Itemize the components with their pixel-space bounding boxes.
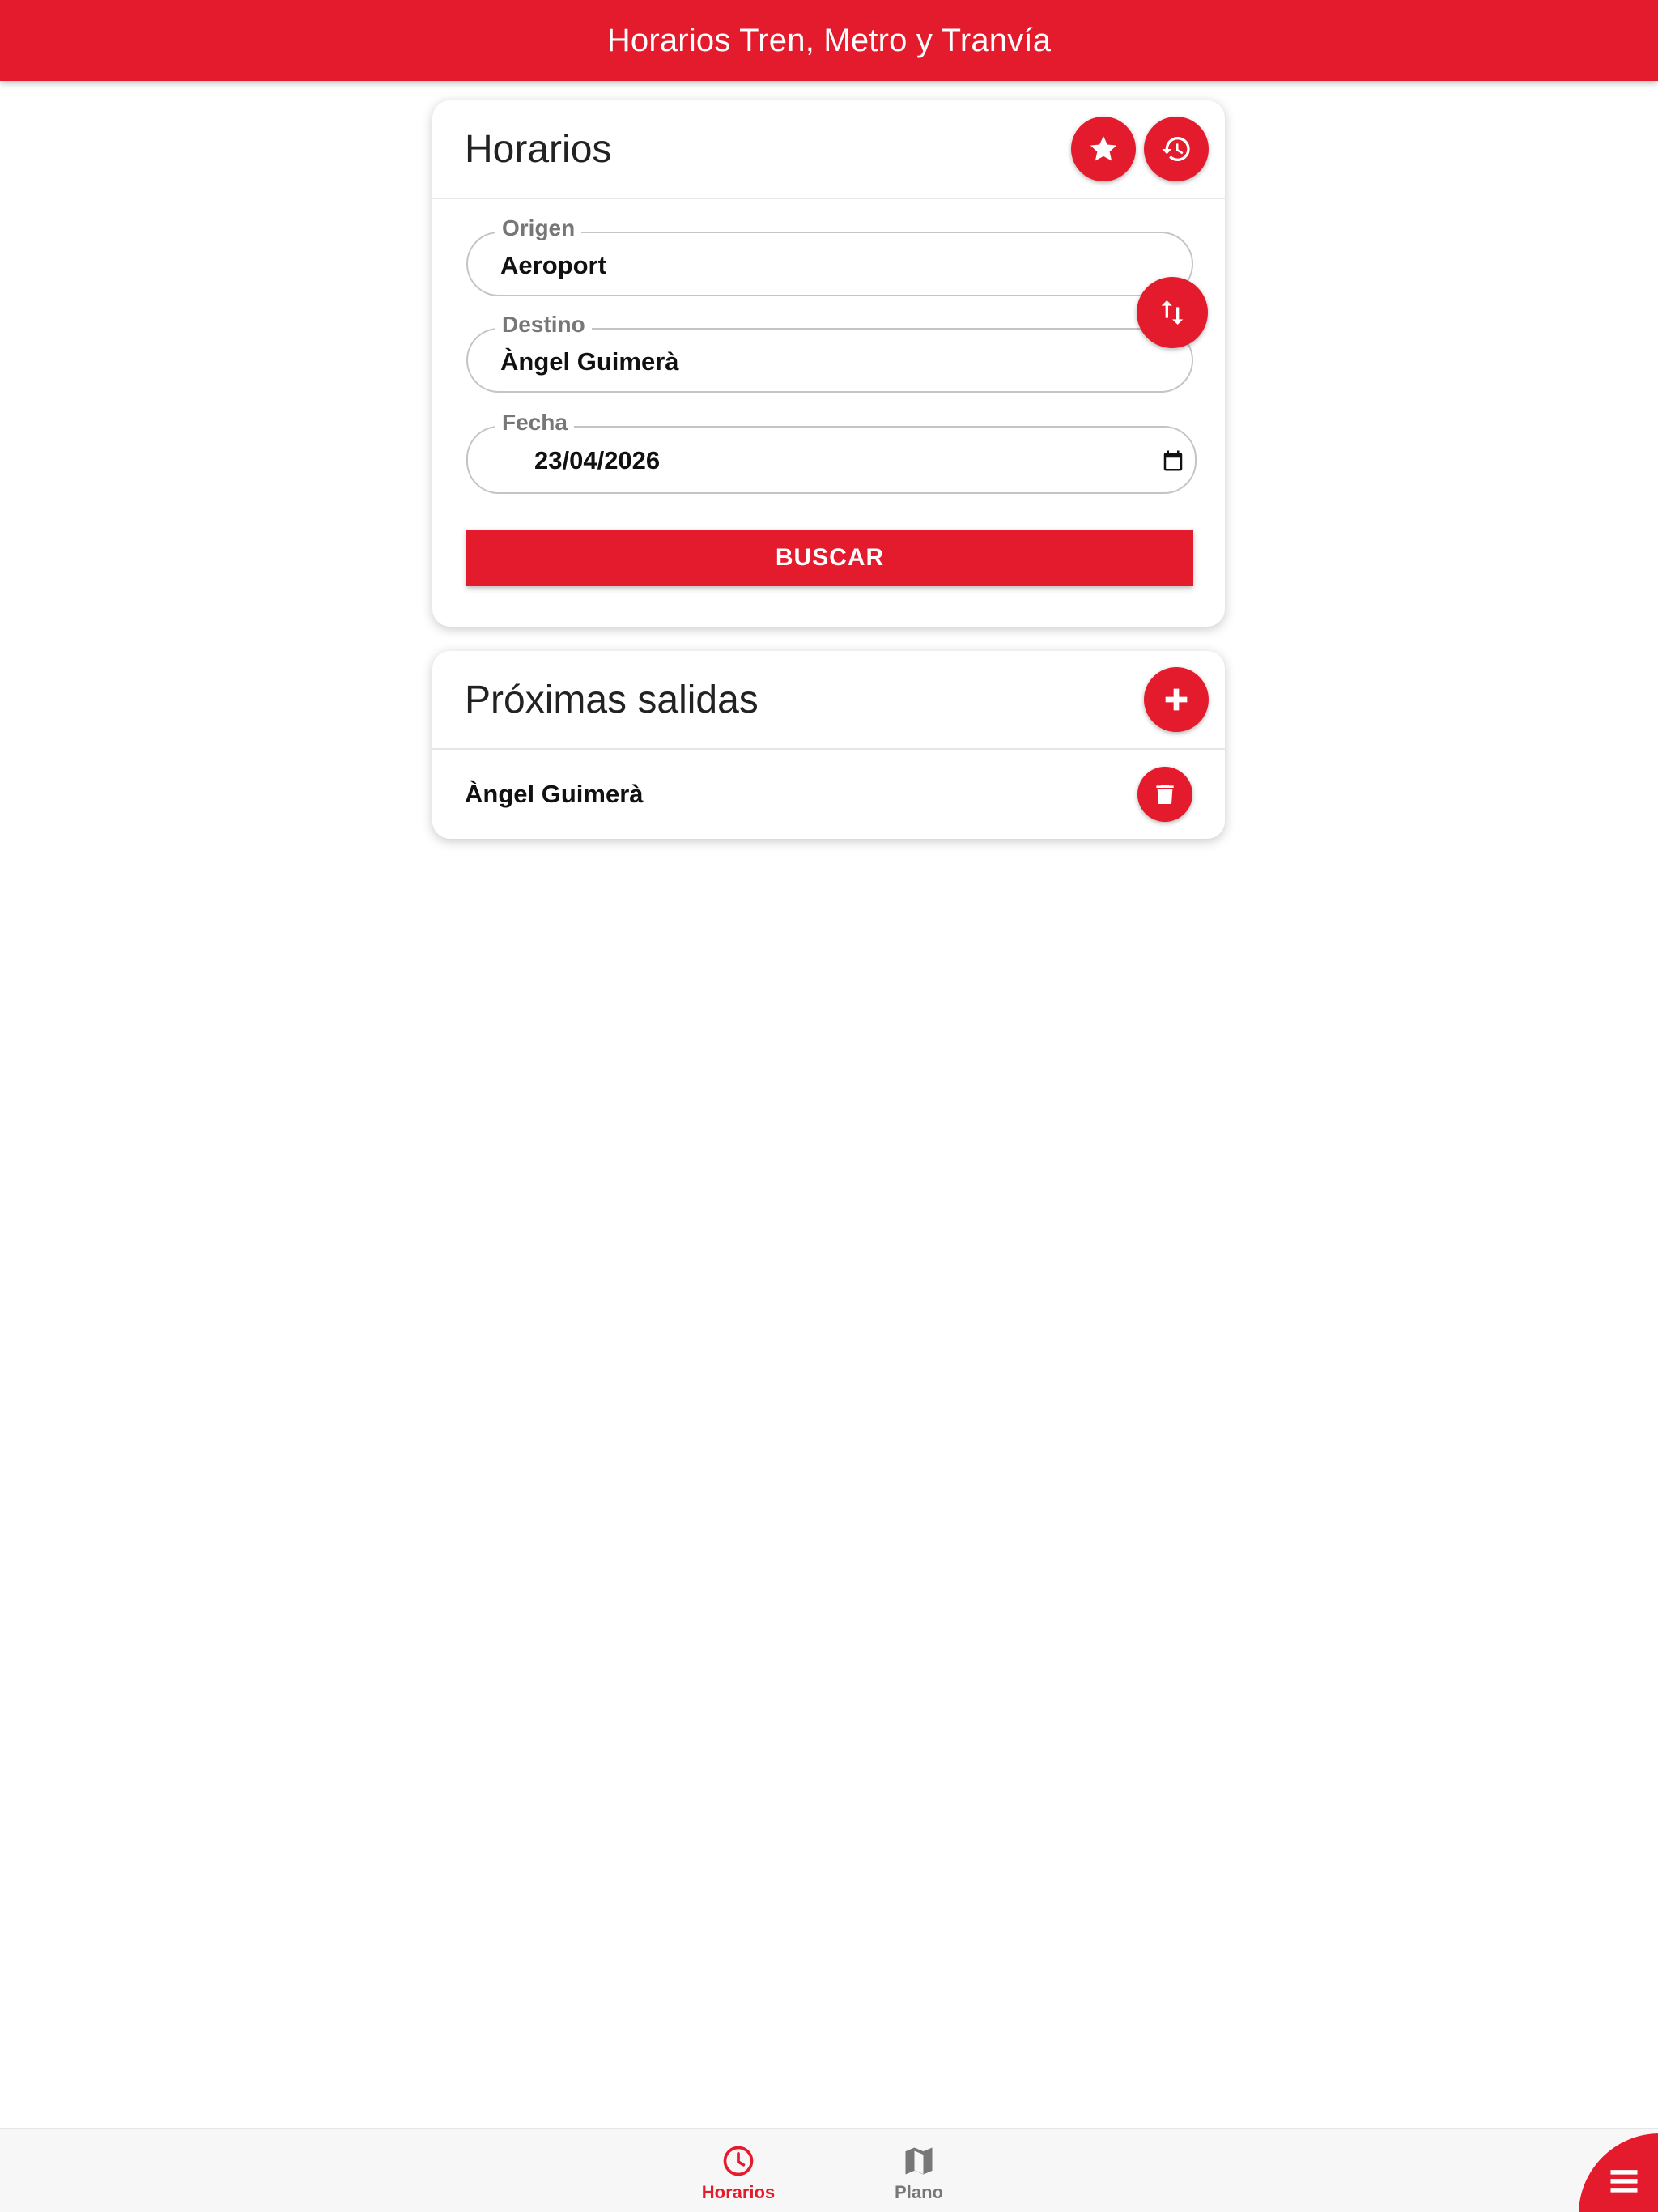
menu-icon	[1606, 2163, 1642, 2198]
map-icon	[901, 2143, 937, 2179]
departure-list-item[interactable]	[432, 750, 1225, 839]
date-label: Fecha	[495, 410, 574, 436]
destination-value: Àngel Guimerà	[500, 347, 679, 376]
horarios-card-header	[432, 100, 1225, 199]
origin-value: Aeroport	[500, 251, 606, 279]
history-button[interactable]	[1144, 117, 1209, 181]
app-header	[0, 0, 1658, 81]
nav-item-plano[interactable]	[854, 2143, 984, 2203]
date-value: 23/04/2026	[534, 446, 661, 474]
history-icon	[1160, 133, 1192, 165]
departures-card-header	[432, 651, 1225, 750]
add-departure-button[interactable]	[1144, 667, 1209, 732]
departure-station-label: Àngel Guimerà	[465, 780, 644, 808]
destination-label: Destino	[495, 312, 592, 338]
star-icon	[1087, 133, 1120, 165]
horarios-actions	[1071, 117, 1209, 181]
origin-label: Origen	[495, 215, 581, 241]
bottom-navigation	[0, 2128, 1658, 2212]
origin-field[interactable]	[466, 215, 1193, 296]
departures-card-title: Próximas salidas	[465, 678, 759, 721]
plus-icon	[1160, 683, 1192, 716]
horarios-card	[432, 100, 1225, 627]
swap-stations-button[interactable]	[1137, 277, 1208, 348]
nav-item-horarios[interactable]	[674, 2143, 803, 2203]
search-button[interactable]: BUSCAR	[466, 530, 1193, 586]
destination-field[interactable]	[466, 312, 1193, 393]
swap-vertical-icon	[1156, 296, 1188, 329]
horarios-card-title: Horarios	[465, 127, 612, 171]
nav-label-horarios: Horarios	[701, 2182, 776, 2202]
nav-label-plano: Plano	[895, 2182, 943, 2202]
departures-card	[432, 651, 1225, 839]
clock-icon	[721, 2143, 756, 2179]
date-field[interactable]	[466, 410, 1197, 494]
trash-icon	[1152, 781, 1178, 807]
delete-departure-button[interactable]	[1137, 767, 1192, 822]
app-title: Horarios Tren, Metro y Tranvía	[606, 22, 1052, 58]
favorites-button[interactable]	[1071, 117, 1136, 181]
calendar-icon[interactable]	[1161, 449, 1185, 473]
